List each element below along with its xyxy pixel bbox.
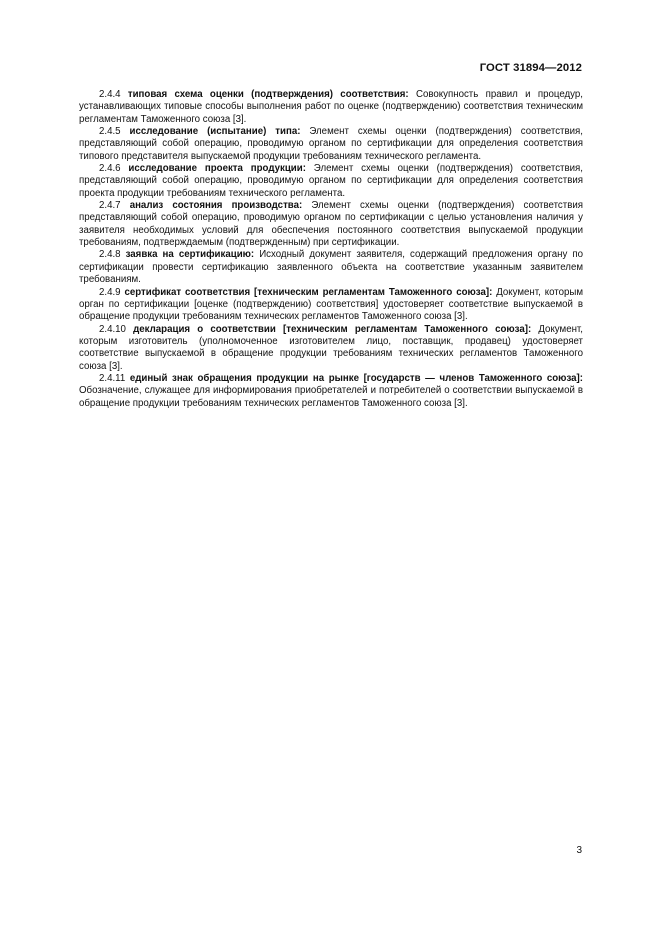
definition-text: Элемент схемы оценки (подтверждения) соответствия, представляющий собой операцию, проводимую органом по сертификации для определения соответствия проекта продукции требованиям технического регламента. [79, 163, 583, 199]
definition-item [79, 287, 583, 324]
definition-item [79, 89, 583, 126]
definition-text: Документ, которым орган по сертификации [оценке (подтверждению) соответствия] удостоверяет соответствие выпускаемой в обращение продукции требованиям технических регламентов Таможенного союза [3]. [79, 286, 583, 323]
definition-text: Элемент схемы оценки (подтверждения) соответствия представляющий собой операцию, проводимую органом по сертификации с целью установления наличия у заявителя необходимых условий для обеспечения постоянного соответствия выпускаемой продукции требованиям, подтверждаемым (подтвержденным) при сертификации. [79, 200, 583, 249]
definition-term: сертификат соответствия [техническим регламентам Таможенного союза]: [124, 286, 493, 298]
definition-text: Элемент схемы оценки (подтверждения) соответствия, представляющий собой операцию, проводимую органом по сертификации для определения соответствия типового представителя выпускаемой продукции требованиям технического регламента. [79, 126, 583, 162]
definition-number: 2.4.10 [99, 323, 126, 335]
document-code: ГОСТ 31894—2012 [479, 62, 582, 74]
definition-term: исследование проекта продукции: [128, 163, 306, 175]
definition-item [79, 373, 583, 410]
definition-term: единый знак обращения продукции на рынке [государств — членов Таможенного союза]: [129, 372, 583, 384]
definition-number: 2.4.8 [99, 249, 121, 261]
definition-text: Совокупность правил и процедур, устанавливающих типовые способы выполнения работ по оценке (подтверждению) соответствия техническим регламентам Таможенного союза [3]. [79, 89, 583, 125]
definition-number: 2.4.5 [99, 126, 121, 138]
definition-item [79, 163, 583, 200]
definition-text: Обозначение, служащее для информирования приобретателей и потребителей о соответствии выпускаемой в обращение продукции требованиям технических регламентов Таможенного союза [3]. [79, 385, 583, 409]
definition-item [79, 324, 583, 373]
definition-term: типовая схема оценки (подтверждения) соответствия: [127, 89, 409, 100]
definition-text: Исходный документ заявителя, содержащий предложения органу по сертификации провести сертификацию заявленного объекта на соответствие указанным заявителем требованиям. [79, 249, 583, 286]
definition-number: 2.4.4 [99, 89, 121, 100]
definition-number: 2.4.9 [99, 286, 121, 298]
page-number: 3 [576, 845, 582, 856]
definition-item [79, 126, 583, 163]
definition-number: 2.4.6 [99, 163, 121, 175]
definition-term: исследование (испытание) типа: [129, 126, 301, 138]
definition-term: анализ состояния производства: [129, 200, 303, 212]
definition-number: 2.4.7 [99, 200, 121, 212]
definition-item [79, 249, 583, 286]
definition-item [79, 200, 583, 249]
definition-term: декларация о соответствии [техническим регламентам Таможенного союза]: [133, 323, 532, 335]
definition-term: заявка на сертификацию: [125, 249, 255, 261]
definition-text: Документ, которым изготовитель (уполномоченное изготовителем лицо, поставщик, продавец) удостоверяет соответствие выпускаемой в обращение продукции требованиям технических регламентов Таможенного союза [3]. [79, 323, 583, 372]
definitions-section [79, 89, 583, 410]
definition-number: 2.4.11 [99, 372, 126, 384]
